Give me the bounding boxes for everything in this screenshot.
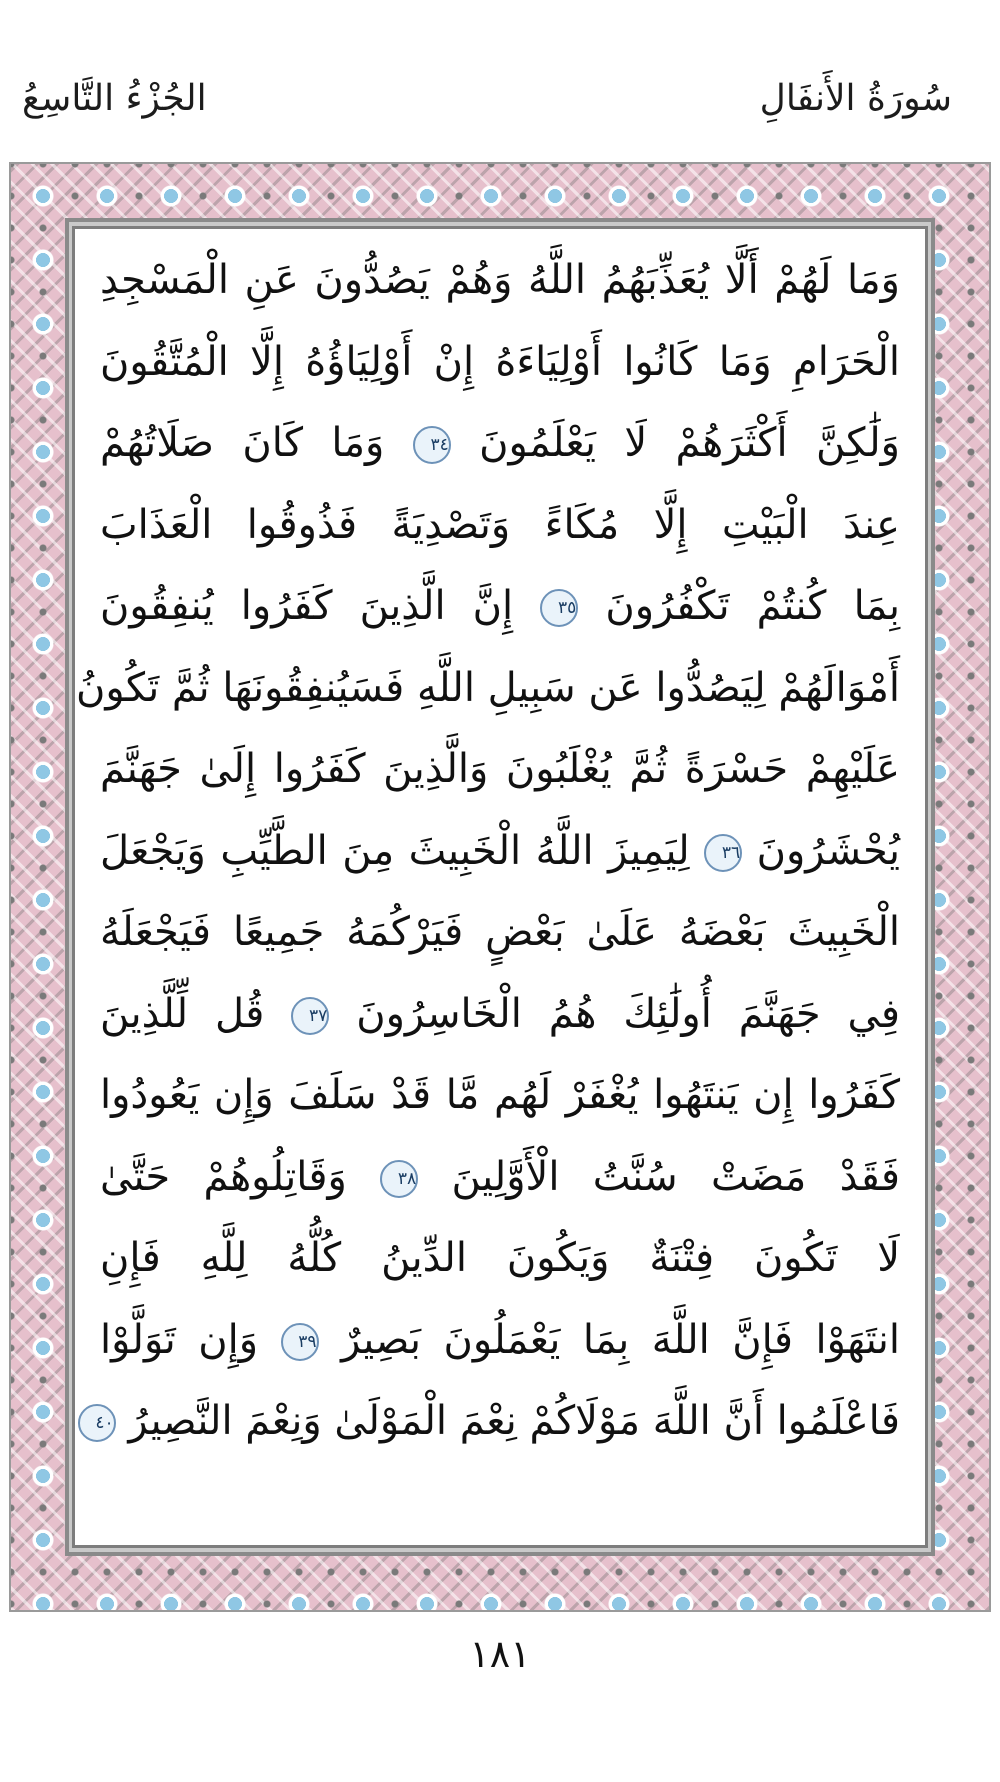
verse-line [100,322,900,404]
verse-text: إِنَّ الَّذِينَ كَفَرُوا يُنفِقُونَ [100,583,514,629]
verse-text: كَفَرُوا إِن يَنتَهُوا يُغْفَرْ لَهُم مَّا قَدْ سَلَفَ وَإِن يَعُودُوا [100,1072,900,1118]
verse-line [100,566,900,648]
verse-line [100,811,900,893]
verse-line [75,648,900,730]
juz-name-header: الجُزْءُ التَّاسِعُ [22,78,207,119]
ayah-number-marker: ٣٧ [291,997,329,1035]
verse-line [100,403,900,485]
surah-name-header: سُورَةُ الأَنفَالِ [759,78,952,119]
verse-text: لَا تَكُونَ فِتْنَةٌ وَيَكُونَ الدِّينُ كُلُّهُ لِلَّهِ فَإِنِ [100,1235,900,1281]
verse-text: بِمَا كُنتُمْ تَكْفُرُونَ [605,583,901,629]
verse-line [100,729,900,811]
verse-line [100,1300,900,1382]
verse-text: يُحْشَرُونَ [756,827,901,874]
ayah-number-marker: ٤٠ [78,1404,116,1442]
verse-text: وَلَٰكِنَّ أَكْثَرَهُمْ لَا يَعْلَمُونَ [479,420,900,466]
verse-text: وَمَا كَانَ صَلَاتُهُمْ [100,420,385,466]
ayah-number-marker: ٣٦ [704,834,742,872]
ayah-number-marker: ٣٤ [413,426,451,464]
verse-line [100,1055,900,1137]
verse-line [95,1381,900,1463]
verse-text: الْحَرَامِ وَمَا كَانُوا أَوْلِيَاءَهُ إِنْ أَوْلِيَاؤُهُ إِلَّا الْمُتَّقُونَ [100,338,900,385]
verse-text: انتَهَوْا فَإِنَّ اللَّهَ بِمَا يَعْمَلُونَ بَصِيرٌ [341,1316,900,1363]
verse-line [100,974,900,1056]
verse-text: وَقَاتِلُوهُمْ حَتَّىٰ [100,1153,347,1200]
verse-text: لِيَمِيزَ اللَّهُ الْخَبِيثَ مِنَ الطَّيِّبِ وَيَجْعَلَ [100,827,690,874]
verse-line [100,485,900,567]
page-number: ١٨١ [469,1632,531,1676]
verse-line [100,892,900,974]
ayah-number-marker: ٣٨ [380,1160,418,1198]
verse-text: عِندَ الْبَيْتِ إِلَّا مُكَاءً وَتَصْدِيَةً فَذُوقُوا الْعَذَابَ [100,501,900,548]
ayah-number-marker: ٣٩ [281,1323,319,1361]
verse-line [100,1218,900,1300]
verse-text: وَإِن تَوَلَّوْا [100,1316,259,1363]
verse-text: فَقَدْ مَضَتْ سُنَّتُ الْأَوَّلِينَ [451,1153,901,1200]
verse-text: عَلَيْهِمْ حَسْرَةً ثُمَّ يُغْلَبُونَ وَالَّذِينَ كَفَرُوا إِلَىٰ جَهَنَّمَ [100,746,900,792]
verse-text: فَاعْلَمُوا أَنَّ اللَّهَ مَوْلَاكُمْ نِعْمَ الْمَوْلَىٰ وَنِعْمَ النَّصِيرُ [128,1398,900,1444]
verse-line [100,240,900,322]
verse-text-block [75,240,901,1463]
ayah-number-marker: ٣٥ [540,589,578,627]
verse-text: أَمْوَالَهُمْ لِيَصُدُّوا عَن سَبِيلِ اللَّهِ فَسَيُنفِقُونَهَا ثُمَّ تَكُونُ [75,664,900,711]
verse-text: الْخَبِيثَ بَعْضَهُ عَلَىٰ بَعْضٍ فَيَرْكُمَهُ جَمِيعًا فَيَجْعَلَهُ [100,909,900,955]
verse-line [100,1137,900,1219]
verse-text: وَمَا لَهُمْ أَلَّا يُعَذِّبَهُمُ اللَّهُ وَهُمْ يَصُدُّونَ عَنِ الْمَسْجِدِ [100,257,900,303]
verse-text: فِي جَهَنَّمَ أُولَٰئِكَ هُمُ الْخَاسِرُونَ [356,990,900,1037]
verse-text: قُل لِّلَّذِينَ [100,990,265,1037]
